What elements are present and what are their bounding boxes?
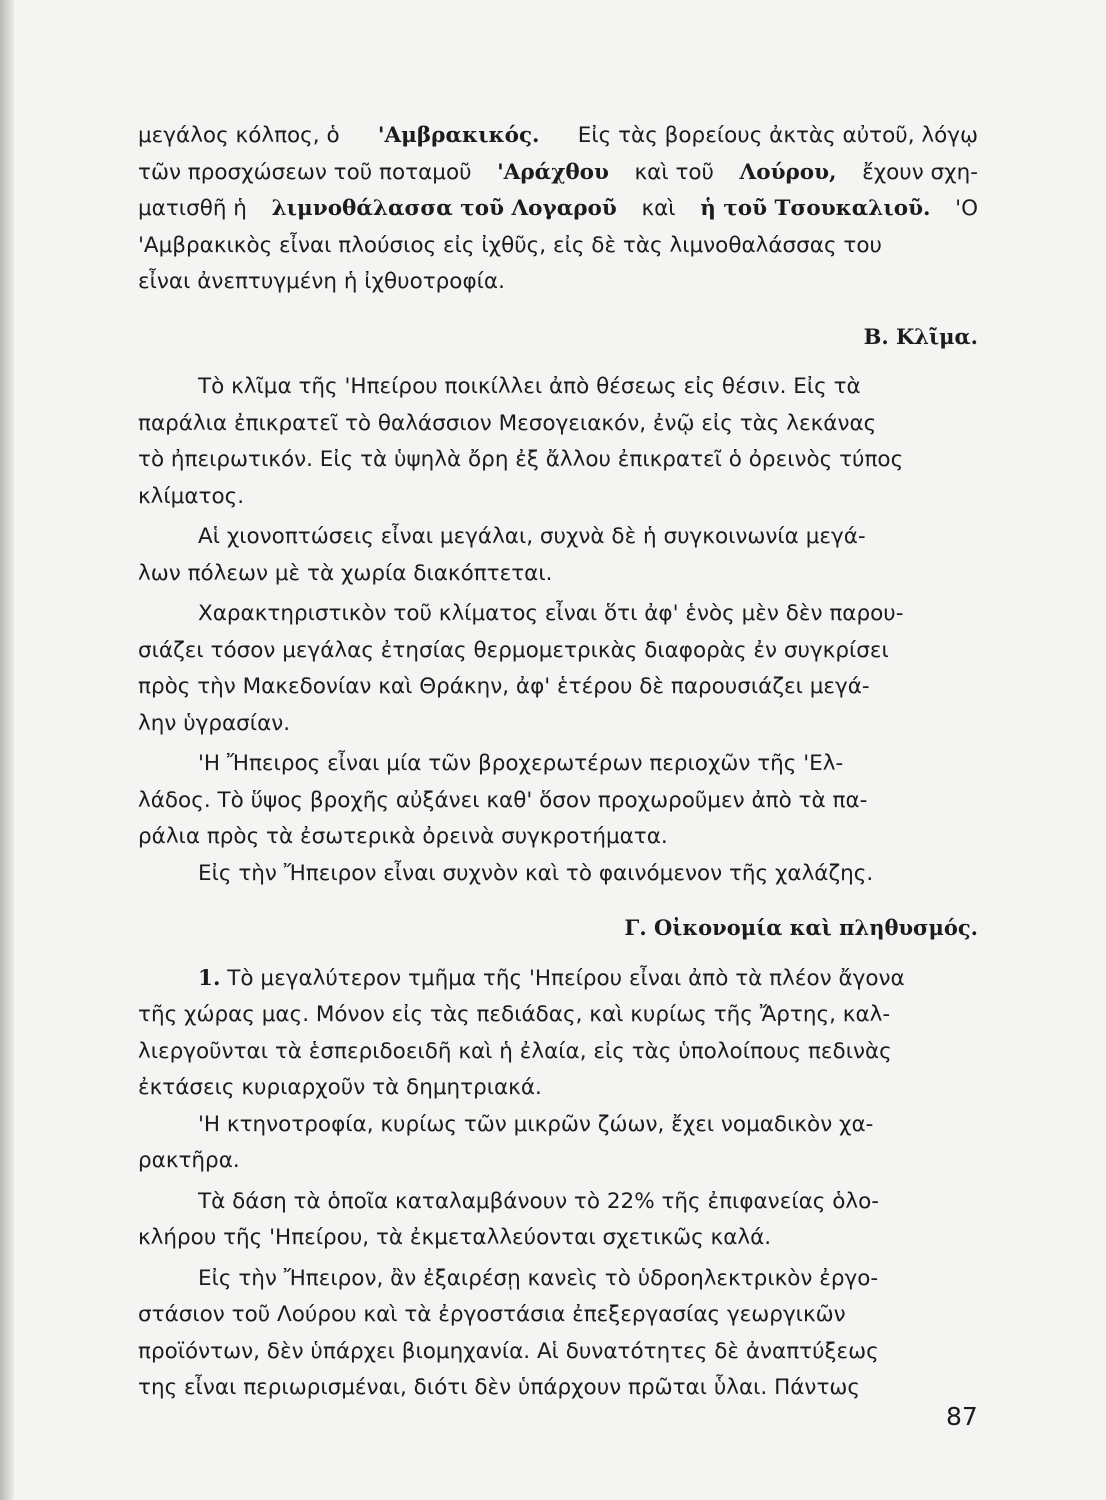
text-line: τῶν προσχώσεων τοῦ ποταμοῦ 'Αράχθου καὶ τοῦ Λούρου, ἔχουν σχη- — [138, 155, 978, 192]
text-line: λην ὑγρασίαν. — [138, 710, 291, 736]
text-line: ματισθῆ ἡ λιμνοθάλασσα τοῦ Λογαροῦ καὶ ἡ τοῦ Τσουκαλιοῦ. 'Ο — [138, 191, 978, 228]
text-line: Χαρακτηριστικὸν τοῦ κλίματος εἶναι ὅτι ἀφ' ἑνὸς μὲν δὲν παρου- — [198, 601, 904, 626]
paragraph-characteristic — [138, 596, 978, 742]
paragraph-forests — [138, 1184, 978, 1257]
text-line: 1. Τὸ μεγαλύτερον τμῆμα τῆς 'Ηπείρου εἶναι ἀπὸ τὰ πλέον ἄγονα — [198, 965, 905, 991]
bold-term: λιμνοθάλασσα τοῦ Λογαροῦ — [271, 196, 617, 221]
text-line: σιάζει τόσον μεγάλας ἐτησίας θερμομετρικὰς διαφορὰς ἐν συγκρίσει — [138, 637, 889, 663]
paragraph-ambrakikos — [138, 118, 978, 301]
bold-term: Λούρου, — [739, 159, 837, 185]
text-line: Αἱ χιονοπτώσεις εἶναι μεγάλαι, συχνὰ δὲ ἡ συγκοινωνία μεγά- — [198, 524, 866, 549]
text-line: εἶναι ἀνεπτυγμένη ἡ ἰχθυοτροφία. — [138, 269, 505, 294]
text-line: 'Η Ἤπειρος εἶναι μία τῶν βροχερωτέρων περιοχῶν τῆς 'Ελ- — [198, 751, 844, 776]
text-line: Τὰ δάση τὰ ὁποῖα καταλαμβάνουν τὸ 22% τῆς ἐπιφανείας ὁλο- — [198, 1188, 880, 1214]
text-line: πρὸς τὴν Μακεδονίαν καὶ Θράκην, ἀφ' ἑτέρου δὲ παρουσιάζει μεγά- — [138, 674, 870, 699]
text-line: τὸ ἠπειρωτικόν. Εἰς τὰ ὑψηλὰ ὄρη ἐξ ἄλλου ἐπικρατεῖ ὁ ὀρεινὸς τύπος — [138, 447, 904, 472]
text-line: ράλια πρὸς τὰ ἐσωτερικὰ ὀρεινὰ συγκροτήματα. — [138, 824, 668, 849]
text-line: της εἶναι περιωρισμέναι, διότι δὲν ὑπάρχουν πρῶται ὗλαι. Πάντως — [138, 1375, 861, 1400]
paragraph-climate — [138, 369, 978, 515]
text-line: κλίματος. — [138, 483, 245, 509]
text-line: 'Αμβρακικὸς εἶναι πλούσιος εἰς ἰχθῦς, εἰς δὲ τὰς λιμνοθαλάσσας του — [138, 232, 882, 258]
text-line: Εἰς τὴν Ἤπειρον εἶναι συχνὸν καὶ τὸ φαινόμενον τῆς χαλάζης. — [198, 860, 874, 886]
paragraph-snowfall — [138, 519, 978, 592]
page-text — [138, 118, 978, 1407]
text-line: ρακτῆρα. — [138, 1148, 240, 1173]
text-line: μεγάλος κόλπος, ὁ 'Αμβρακικός. Εἰς τὰς βορείους ἀκτὰς αὐτοῦ, λόγῳ — [138, 118, 978, 155]
text-line: παράλια ἐπικρατεῖ τὸ θαλάσσιον Μεσογειακόν, ἐνῷ εἰς τὰς λεκάνας — [138, 410, 877, 436]
paragraph-agriculture — [138, 961, 978, 1107]
text-line: τῆς χώρας μας. Μόνον εἰς τὰς πεδιάδας, καὶ κυρίως τῆς Ἄρτης, καλ- — [138, 1002, 891, 1027]
text-line: Τὸ κλῖμα τῆς 'Ηπείρου ποικίλλει ἀπὸ θέσεως εἰς θέσιν. Εἰς τὰ — [198, 374, 861, 399]
paragraph-livestock — [138, 1107, 978, 1180]
bold-term: 'Αράχθου — [497, 159, 609, 185]
text-line: κλήρου τῆς 'Ηπείρου, τὰ ἐκμεταλλεύονται σχετικῶς καλά. — [138, 1225, 772, 1250]
bold-term: ἡ τοῦ Τσουκαλιοῦ. — [700, 196, 931, 221]
text-line: λιεργοῦνται τὰ ἑσπεριδοειδῆ καὶ ἡ ἐλαία, εἰς τὰς ὑπολοίπους πεδινὰς — [138, 1038, 892, 1064]
paragraph-rainfall — [138, 746, 978, 856]
page-number: 87 — [946, 1402, 978, 1431]
paragraph-industry — [138, 1261, 978, 1407]
text-line: στάσιον τοῦ Λούρου καὶ τὰ ἐργοστάσια ἐπεξεργασίας γεωργικῶν — [138, 1302, 846, 1327]
bold-term: 'Αμβρακικός. — [377, 123, 540, 148]
text-line: λων πόλεων μὲ τὰ χωρία διακόπτεται. — [138, 560, 553, 586]
section-heading-economy: Γ. Οἰκονομία καὶ πληθυσμός. — [624, 915, 978, 940]
text-line: 'Η κτηνοτροφία, κυρίως τῶν μικρῶν ζώων, ἔχει νομαδικὸν χα- — [198, 1111, 874, 1137]
text-line: Εἰς τὴν Ἤπειρον, ἂν ἐξαιρέσῃ κανεὶς τὸ ὑδροηλεκτρικὸν ἐργο- — [198, 1265, 879, 1291]
text-line: λάδος. Τὸ ὕψος βροχῆς αὐξάνει καθ' ὅσον προχωροῦμεν ἀπὸ τὰ πα- — [138, 787, 868, 813]
paragraph-hail — [138, 856, 978, 893]
text-line: ἐκτάσεις κυριαρχοῦν τὰ δημητριακά. — [138, 1075, 542, 1100]
item-number: 1. — [198, 965, 221, 991]
text-line: προϊόντων, δὲν ὑπάρχει βιομηχανία. Αἱ δυνατότητες δὲ ἀναπτύξεως — [138, 1338, 879, 1364]
book-spine-shadow — [0, 0, 14, 1500]
section-heading-climate: Β. Κλῖμα. — [863, 323, 978, 349]
